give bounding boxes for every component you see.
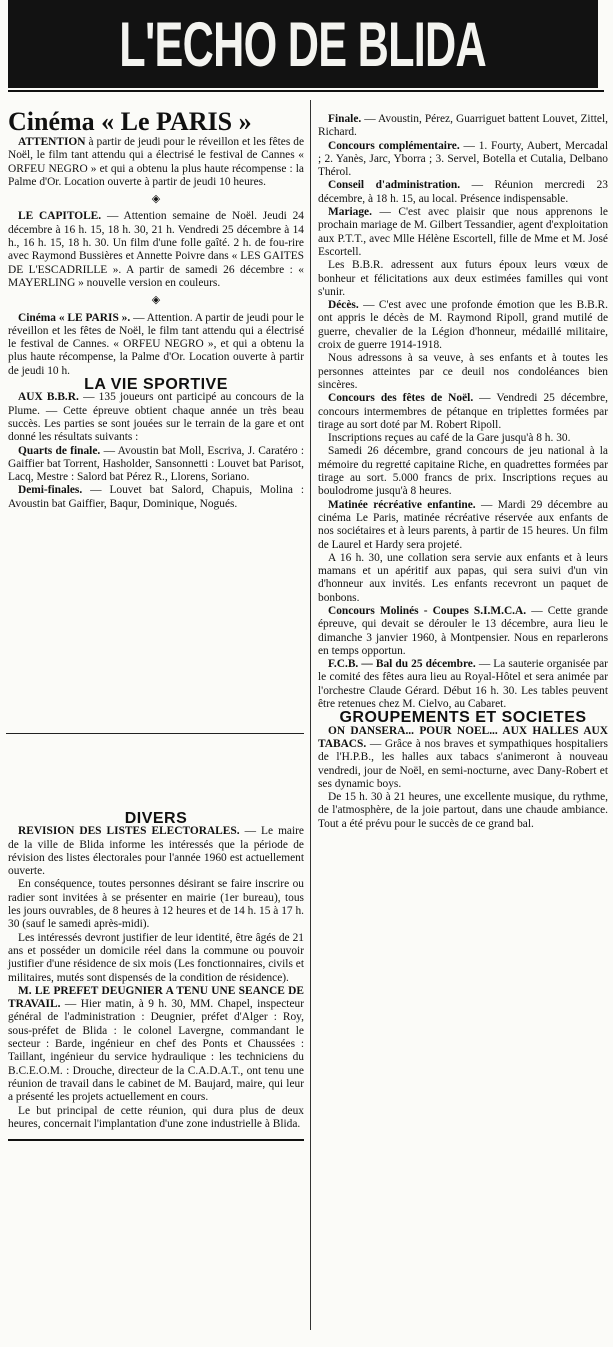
fcb-paragraph: F.C.B. — Bal du 25 décembre. — La sauterie organisée par le comité des fêtes aura lieu au Royal-Hôtel et sera animée par l'orchestre Claude Gérard. Début 16 h. 30. Les tables peuvent être retenues chez M. Cielvo, au Cabaret. [318,658,608,711]
danse-paragraph: ON DANSERA... POUR NOEL... AUX HALLES AUX TABACS. — Grâce à nos braves et sympathiques hospitaliers de l'H.P.B., les halles aux tabacs s'animeront à nouveau vendredi, jour de Noël, en semi-nocturne, avec Dany-Robert et ses dynamic boys. [318,724,608,790]
matinee-paragraph: Matinée récréative enfantine. — Mardi 29 décembre au cinéma Le Paris, matinée récréative réservée aux enfants de nos sociétaires et à leurs parents, à partir de 15 heures. Un film de Laurel et Hardy sera projeté. [318,498,608,551]
masthead-rule [8,90,604,92]
paris-paragraph: Cinéma « LE PARIS ». — Attention. A partir de jeudi pour le réveillon et les fêtes de Noël, le film tant attendu qui a électrisé le festival de Cannes. « ORFEU NEGRO », et qui a obtenu la plus haute récompense, la Palme d'Or. Location ouverte à partir de jeudi 10 h. [8,311,304,377]
ornament-icon: ◈ [151,193,161,206]
bbr-paragraph: AUX B.B.R. — 135 joueurs ont participé au concours de la Plume. — Cette épreuve obtient chaque année un très beau succès. Les parties se sont jouées sur le terrain de la gare et ont donné les résultats suivants : [8,391,304,444]
cinema-paragraph: ATTENTION à partir de jeudi pour le réveillon et les fêtes de Noël, le film tant attendu qui a électrisé le festival de Cannes « ORFEU NEGRO » et qui a obtenu la plus haute récompense : la Palme d'Or. Location ouverte à partir de jeudi 10 heures. [8,136,305,188]
bottom-rule [8,1139,304,1141]
noel-paragraph-2: Inscriptions reçues au café de la Gare jusqu'à 8 h. 30. [328,432,571,445]
prefet-paragraph-2: Le but principal de cette réunion, qui dura plus de deux heures, concernait l'implantation d'une zone industrielle à Blida. [8,1104,304,1130]
deces-paragraph: Décès. — C'est avec une profonde émotion que les B.B.R. ont appris le décès de M. Raymond Ripoll, grand mutilé de guerre, chevalier de la Légion d'honneur, médaillé militaire, croix de guerre 1914-1918. [318,299,608,352]
prefet-paragraph: M. LE PREFET DEUGNIER A TENU UNE SEANCE DE TRAVAIL. — Hier matin, à 9 h. 30, MM. Chapel, inspecteur général de l'administration : Deugnier, préfet d'Alger : Roy, sous-préfet de Blida : le colonel Lavergne, commandant le secteur : Barde, ingénieur en chef des Ponts et Chaussées : Taillant, ingénieur du service hydraulique : les techniciens du B.C.E.O.M. : Drouche, directeur de la C.A.D.A.T., ont tenu une réunion de travail dans le cabinet de M. Baujard, maire, qui leur a présenté les projets actuellement en cours. [8,984,304,1104]
right-column [318,113,608,831]
column-divider [310,100,311,1330]
ornament-icon: ◈ [151,294,161,307]
finale-paragraph: Finale. — Avoustin, Pérez, Guarriguet battent Louvet, Zittel, Richard. [318,113,608,139]
molines-paragraph: Concours Molinés - Coupes S.I.M.C.A. — Cette grande épreuve, qui devait se dérouler le 13 décembre, aura lieu le dimanche 3 janvier 1960, à Montpensier. Nous en reparlerons en temps opportun. [318,604,608,657]
left-column-top [8,108,304,511]
revision-paragraph: REVISION DES LISTES ELECTORALES. — Le maire de la ville de Blida informe les intéressés que la période de révision des listes électorales pour l'année 1960 est actuellement ouverte. [8,825,304,878]
noel-paragraph: Concours des fêtes de Noël. — Vendredi 25 décembre, concours intermembres de pétanque en triplettes formées par tirage au sort doté par M. Robert Ripoll. [318,392,608,431]
noel-paragraph-3: Samedi 26 décembre, grand concours de jeu national à la mémoire du regretté capitaine Riche, en quadrettes formées par tirage au sort. 5.000 francs de prix. Inscriptions reçues au boulodrome jusqu'à 8 heures. [318,445,608,498]
divers-heading: DIVERS [124,810,188,827]
revision-paragraph-3: Les intéressés devront justifier de leur identité, être âgés de 21 ans et posséder un domicile réel dans la commune ou pouvoir justifier d'une résidence de six mois (Les fonctionnaires, civils et militaires, mutés sont dispensés de la condition de résidence). [8,931,304,984]
mariage-paragraph: Mariage. — C'est avec plaisir que nous apprenons le prochain mariage de M. Gilbert Tessandier, agent d'exploitation aux P.T.T., avec Mlle Hélène Escortell, fille de Mme et M. José Escortell. [318,206,609,258]
deces-paragraph-2: Nous adressons à sa veuve, à ses enfants et à toutes les personnes atteintes par ce deuil nos condoléances bien sincères. [318,352,608,391]
left-column-divers [8,812,304,1149]
quarts-paragraph: Quarts de finale. — Avoustin bat Moll, Escriva, J. Caratéro : Gaiffier bat Torrent, Hasholder, Sansonnetti : Louvet bat Parisot, Lacq, Mestre : Salord bat Pérez R., Llorens, Soriano. [8,444,304,484]
masthead [8,0,598,88]
revision-paragraph-2: En conséquence, toutes personnes désirant se faire inscrire ou radier sont invitées à se présenter en mairie (1er bureau), tous les jours ouvrables, de 8 heures à 12 heures et de 14 h. 15 à 17 h. 30 (sauf le samedi après-midi). [8,878,304,931]
groupements-heading: GROUPEMENTS ET SOCIETES [339,709,587,727]
conseil-paragraph: Conseil d'administration. — Réunion mercredi 23 décembre, à 18 h. 15, au local. Présence indispensable. [318,179,608,205]
mariage-paragraph-2: Les B.B.R. adressent aux futurs époux leurs vœux de bonheur et félicitations aux deux estimées familles qui vont s'unir. [318,259,608,298]
sport-heading: LA VIE SPORTIVE [84,376,228,394]
cinema-paris-title: Cinéma « Le PARIS » [8,107,252,136]
demi-paragraph: Demi-finales. — Louvet bat Salord, Chapuis, Molina : Avoustin bat Gaiffier, Baqur, Dominique, Nogués. [8,484,304,510]
masthead-title: L'ECHO DE BLIDA [119,8,487,80]
capitole-paragraph: LE CAPITOLE. — Attention semaine de Noël. Jeudi 24 décembre à 16 h. 15, 18 h. 30, 21 h. Vendredi 25 décembre à 14 h., 16 h. 15, 18 h. 30. Un film d'une folle gaîté. 2 h. de fou-rire avec Raymond Bussières et Annette Poivre dans « LES GAITES DE L'ESCADRILLE ». A partir de samedi 26 décembre : « MAYERLING » nouvelle version en couleurs. [8,210,304,289]
danse-paragraph-2: De 15 h. 30 à 21 heures, une excellente musique, du rythme, de l'atmosphère, de la joie partout, dans une chaude ambiance. Tout a été prévu pour le succès de ce grand bal. [318,791,608,830]
matinee-paragraph-2: A 16 h. 30, une collation sera servie aux enfants et à leurs mamans et un apéritif aux papas, qui sera suivi d'un vin d'honneur aux invités. Les enfants recevront un paquet de bonbons. [318,551,608,604]
complementaire-paragraph: Concours complémentaire. — 1. Fourty, Aubert, Mercadal ; 2. Yanès, Jarc, Yborra ; 3. Servel, Botella et Cutalia, Delbano Thérol. [318,139,608,179]
